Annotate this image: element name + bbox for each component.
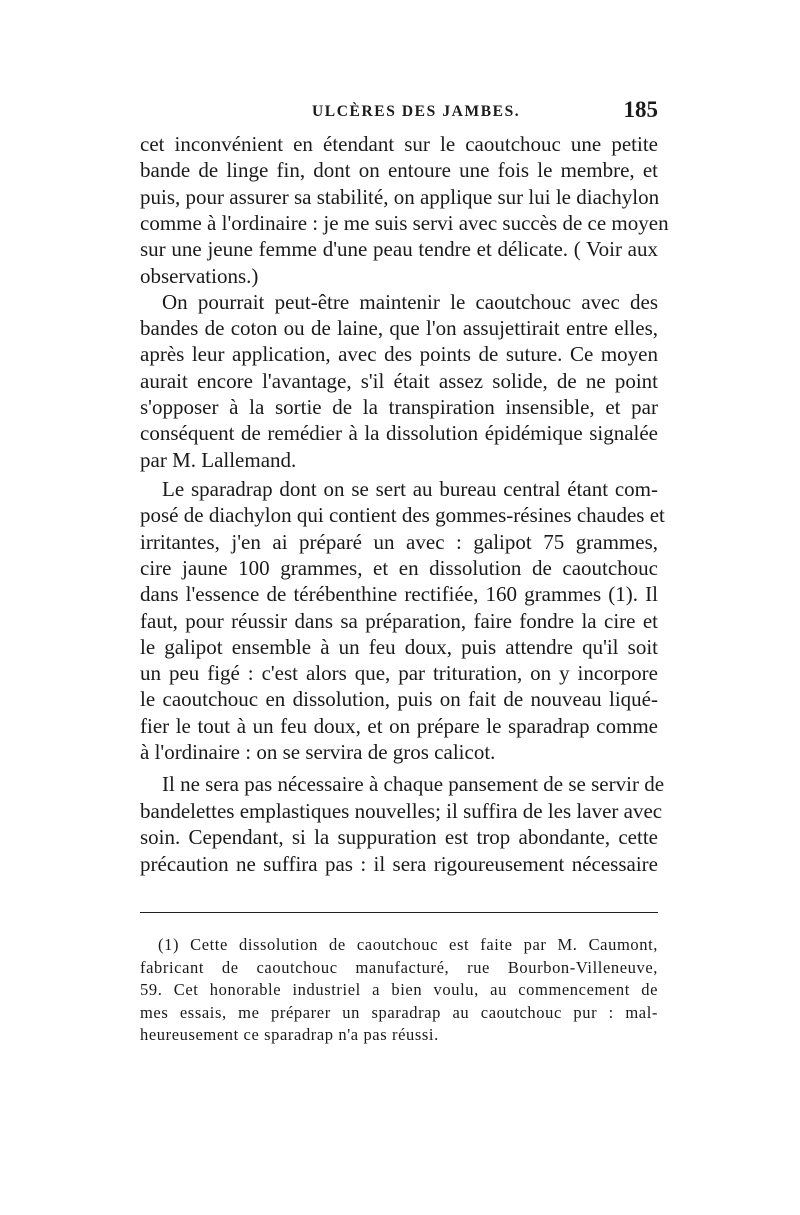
text-line: bandes de coton ou de laine, que l'on assujettirait entre elles, bbox=[140, 316, 658, 341]
text-line: irritantes, j'en ai préparé un avec : galipot 75 grammes, bbox=[140, 529, 658, 554]
text-line: fier le tout à un feu doux, et on prépare le sparadrap comme bbox=[140, 713, 658, 738]
page-number: 185 bbox=[623, 97, 658, 122]
text-line: à l'ordinaire : on se servira de gros calicot. bbox=[140, 740, 496, 764]
text-line: s'opposer à la sortie de la transpiration insensible, et par bbox=[140, 395, 658, 419]
text-line: Le sparadrap dont on se sert au bureau central étant com- bbox=[162, 477, 658, 501]
footnote-line: fabricant de caoutchouc manufacturé, rue Bourbon-Villeneuve, bbox=[140, 957, 658, 977]
text-line: dans l'essence de térébenthine rectifiée, 160 grammes (1). Il bbox=[140, 582, 658, 607]
text-line: le caoutchouc en dissolution, puis on fait de nouveau liqué- bbox=[140, 687, 658, 712]
text-line: soin. Cependant, si la suppuration est trop abondante, cette bbox=[140, 825, 658, 849]
text-line: un peu figé : c'est alors que, par trituration, on y incorpore bbox=[140, 661, 658, 686]
text-line: aurait encore l'avantage, s'il était assez solide, de ne point bbox=[140, 368, 658, 393]
text-line: observations.) bbox=[140, 263, 259, 288]
text-line: sur une jeune femme d'une peau tendre et délicate. ( Voir aux bbox=[140, 237, 658, 262]
text-line: faut, pour réussir dans sa préparation, faire fondre la cire et bbox=[140, 608, 658, 633]
text-line: bandelettes emplastiques nouvelles; il suffira de les laver avec bbox=[140, 798, 663, 823]
text-line: On pourrait peut-être maintenir le caoutchouc avec des bbox=[162, 289, 658, 314]
text-line: cet inconvénient en étendant sur le caoutchouc une petite bbox=[140, 132, 658, 156]
page-header bbox=[140, 97, 658, 125]
text-line: puis, pour assurer sa stabilité, on applique sur lui le diachylon bbox=[140, 184, 660, 209]
footnote-divider bbox=[140, 912, 658, 913]
running-title: ULCÈRES DES JAMBES. bbox=[312, 103, 521, 120]
text-line: posé de diachylon qui contient des gommes-résines chaudes et bbox=[140, 503, 665, 528]
footnote-line: heureusement ce sparadrap n'a pas réussi. bbox=[140, 1025, 439, 1044]
footnote-line: 59. Cet honorable industriel a bien voulu, au commencement de bbox=[140, 980, 658, 999]
text-line: comme à l'ordinaire : je me suis servi avec succès de ce moyen bbox=[140, 210, 669, 235]
text-line: Il ne sera pas nécessaire à chaque pansement de se servir de bbox=[162, 772, 665, 796]
text-line: cire jaune 100 grammes, et en dissolution de caoutchouc bbox=[140, 555, 658, 580]
text-line: après leur application, avec des points de suture. Ce moyen bbox=[140, 342, 658, 367]
text-line: précaution ne suffira pas : il sera rigoureusement nécessaire bbox=[140, 851, 658, 876]
footnote-line: mes essais, me préparer un sparadrap au caoutchouc pur : mal- bbox=[140, 1002, 658, 1022]
text-line: conséquent de remédier à la dissolution épidémique signalée bbox=[140, 421, 658, 446]
text-line: bande de linge fin, dont on entoure une fois le membre, et bbox=[140, 158, 658, 183]
footnote-line: (1) Cette dissolution de caoutchouc est faite par M. Caumont, bbox=[158, 935, 658, 954]
text-line: par M. Lallemand. bbox=[140, 447, 297, 472]
text-line: le galipot ensemble à un feu doux, puis attendre qu'il soit bbox=[140, 634, 658, 659]
